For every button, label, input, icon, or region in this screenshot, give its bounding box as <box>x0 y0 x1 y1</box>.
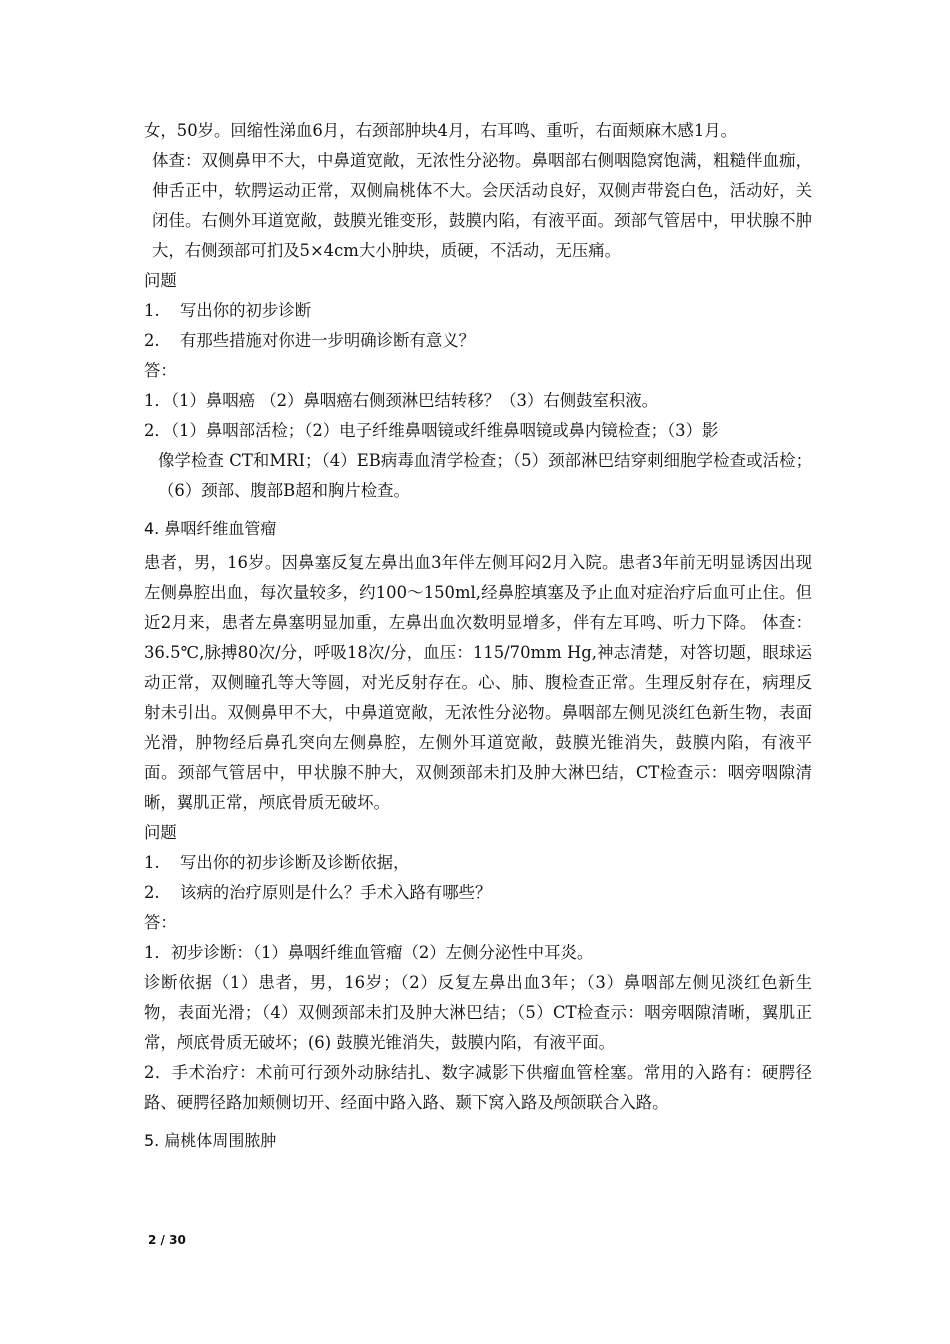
section-4-questions-label: 问题 <box>144 823 177 842</box>
page-number: 2 / 30 <box>148 1233 186 1247</box>
case3-question-2-number: 2. <box>144 331 160 350</box>
section-4-answer-2: 2．手术治疗：术前可行颈外动脉结扎、数字减影下供瘤血管栓塞。常用的入路有：硬腭径路、硬腭径路加颊侧切开、经面中路入路、颞下窝入路及颅颌联合入路。 <box>144 1063 812 1112</box>
case3-answer-label: 答： <box>144 361 177 380</box>
section-4-question-2-text: 该病的治疗原则是什么？手术入路有哪些？ <box>180 883 492 902</box>
case3-questions-label: 问题 <box>144 271 177 290</box>
case3-question-2-text: 有那些措施对你进一步明确诊断有意义？ <box>180 331 476 350</box>
case3-answer-1: 1．（1）鼻咽癌 （2）鼻咽癌右侧颈淋巴结转移？（3）右侧鼓室积液。 <box>144 391 659 410</box>
case3-question-1-number: 1. <box>144 301 160 320</box>
case3-question-1 <box>144 296 812 326</box>
section-4-answer-1: 1．初步诊断：（1）鼻咽纤维血管瘤（2）左侧分泌性中耳炎。 <box>144 943 594 962</box>
case3-question-2 <box>144 326 812 356</box>
case3-question-1-text: 写出你的初步诊断 <box>180 301 312 320</box>
section-4-diagnosis-basis: 诊断依据（1）患者，男，16岁；（2）反复左鼻出血3年；（3）鼻咽部左侧见淡红色新生物，表面光滑；（4）双侧颈部未扪及肿大淋巴结；（5）CT检查示：咽旁咽隙清晰，翼肌正常，颅底骨质无破坏；(6) 鼓膜光锥消失，鼓膜内陷，有液平面。 <box>144 973 812 1052</box>
section-4-question-1-text: 写出你的初步诊断及诊断依据， <box>180 853 410 872</box>
section-4-question-2-number: 2. <box>144 883 160 902</box>
section-4-question-1 <box>144 848 812 878</box>
case3-answer-2-rest: 像学检查 CT和MRI；（4）EB病毒血清学检查；（5）颈部淋巴结穿刺细胞学检查或活检；（6）颈部、腹部B超和胸片检查。 <box>158 451 812 500</box>
case3-answer-2-line1: 2．（1）鼻咽部活检；（2）电子纤维鼻咽镜或纤维鼻咽镜或鼻内镜检查；（3）影 <box>144 421 719 440</box>
section-4-question-1-number: 1. <box>144 853 160 872</box>
case3-exam: 体查：双侧鼻甲不大，中鼻道宽敞，无浓性分泌物。鼻咽部右侧咽隐窝饱满，粗糙伴血痂，伸舌正中，软腭运动正常，双侧扁桃体不大。会厌活动良好，双侧声带瓷白色，活动好，关闭佳。右侧外耳道宽敞，鼓膜光锥变形，鼓膜内陷，有液平面。颈部气管居中，甲状腺不肿大，右侧颈部可扪及5×4cm大小肿块，质硬，不活动，无压痛。 <box>152 151 812 260</box>
section-4-heading: 4. 鼻咽纤维血管瘤 <box>144 519 277 538</box>
case3-history: 女，50岁。回缩性涕血6月，右颈部肿块4月，右耳鸣、重听，右面颊麻木感1月。 <box>144 121 738 140</box>
section-4-question-2 <box>144 878 812 908</box>
section-5-heading: 5. 扁桃体周围脓肿 <box>144 1131 277 1150</box>
page-content <box>144 116 812 1160</box>
section-4-case: 患者，男，16岁。因鼻塞反复左鼻出血3年伴左侧耳闷2月入院。患者3年前无明显诱因出现左侧鼻腔出血，每次量较多，约100～150ml,经鼻腔填塞及予止血对症治疗后血可止住。但近2月来，患者左鼻塞明显加重，左鼻出血次数明显增多，伴有左耳鸣、听力下降。 体查：36.5℃,脉搏80次/分，呼吸18次/分，血压：115/70mm Hg,神志清楚，对答切题，眼球运动正常，双侧瞳孔等大等圆，对光反射存在。心、肺、腹检查正常。生理反射存在，病理反射未引出。双侧鼻甲不大，中鼻道宽敞，无浓性分泌物。鼻咽部左侧见淡红色新生物，表面光滑，肿物经后鼻孔突向左侧鼻腔，左侧外耳道宽敞，鼓膜光锥消失，鼓膜内陷，有液平面。颈部气管居中，甲状腺不肿大，双侧颈部未扪及肿大淋巴结，CT检查示：咽旁咽隙清晰，翼肌正常，颅底骨质无破坏。 <box>144 553 812 812</box>
section-4-answer-label: 答： <box>144 913 177 932</box>
